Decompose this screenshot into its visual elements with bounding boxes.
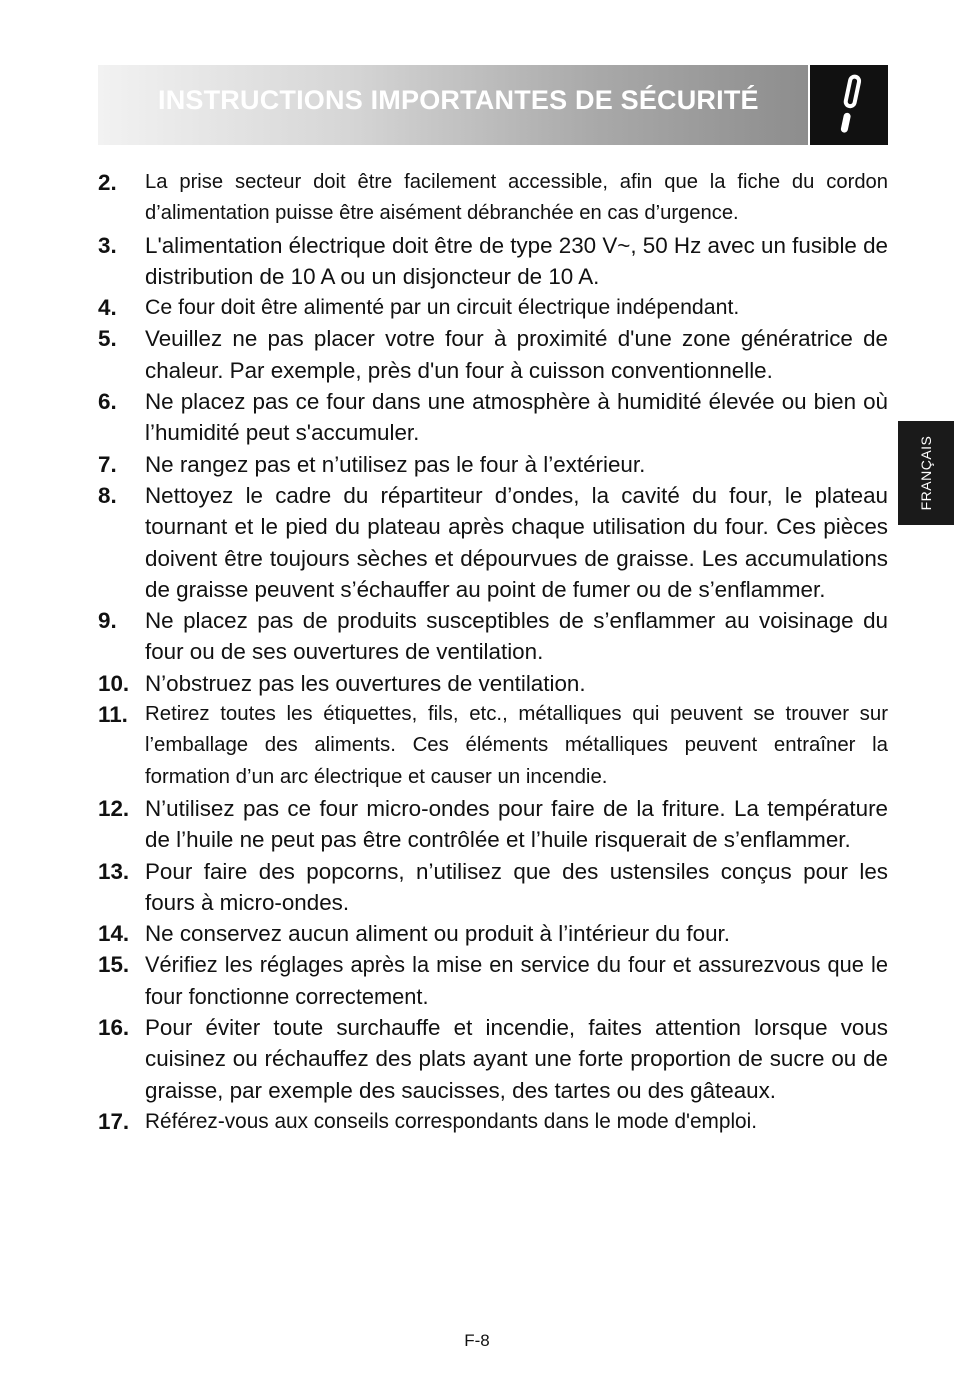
item-text: Ne placez pas de produits susceptibles de s’enflammer au voisinage du four ou de ses ouvertures de ventilation.: [145, 608, 888, 665]
list-item: [98, 793, 888, 856]
item-text: N’obstruez pas les ouvertures de ventilation.: [145, 670, 586, 696]
list-item: [98, 668, 888, 699]
item-number: 3.: [98, 232, 117, 258]
language-tab: [898, 421, 954, 525]
list-item: [98, 699, 888, 793]
language-tab-label: FRANÇAIS: [918, 435, 934, 511]
item-number: 7.: [98, 451, 117, 477]
item-number: 16.: [98, 1015, 130, 1041]
header-icon-box: [810, 65, 888, 145]
item-text: Ne placez pas ce four dans une atmosphère à humidité élevée ou bien où l’humidité peut s'accumuler.: [145, 389, 888, 446]
item-text: Ce four doit être alimenté par un circuit électrique indépendant.: [145, 295, 740, 320]
item-text: Ne rangez pas et n’utilisez pas le four à l’extérieur.: [145, 451, 646, 477]
item-number: 5.: [98, 326, 117, 352]
item-number: 17.: [98, 1108, 130, 1134]
list-item: [98, 949, 888, 1012]
header-title: INSTRUCTIONS IMPORTANTES DE SÉCURITÉ: [158, 85, 759, 115]
item-number: 13.: [98, 858, 130, 884]
item-text: La prise secteur doit être facilement accessible, afin que la fiche du cordon d’alimentation puisse être aisément débranchée en cas d’urgence.: [145, 171, 888, 225]
item-text: Retirez toutes les étiquettes, fils, etc., métalliques qui peuvent se trouver sur l’emballage des aliments. Ces éléments métalliques peuvent entraîner la formation d’un arc électrique et causer un incendie.: [145, 703, 888, 788]
item-text: L'alimentation électrique doit être de type 230 V~, 50 Hz avec un fusible de distribution de 10 A ou un disjoncteur de 10 A.: [145, 232, 889, 289]
item-text: N’utilisez pas ce four micro-ondes pour faire de la friture. La température de l’huile ne peut pas être contrôlée et l’huile risquerait de s’enflammer.: [145, 795, 888, 853]
item-number: 6.: [98, 389, 117, 415]
list-item: [98, 1106, 888, 1137]
list-item: [98, 918, 888, 949]
list-item: [98, 480, 888, 605]
item-number: 8.: [98, 482, 117, 508]
item-number: 2.: [98, 170, 117, 195]
item-number: 9.: [98, 608, 117, 634]
list-item: [98, 386, 888, 449]
item-text: Pour faire des popcorns, n’utilisez que des ustensiles conçus pour les fours à micro-ondes.: [145, 858, 888, 915]
item-number: 12.: [98, 795, 130, 821]
item-number: 10.: [98, 670, 130, 696]
item-number: 15.: [98, 952, 130, 978]
list-item: [98, 167, 888, 230]
item-text: Référez-vous aux conseils correspondants dans le mode d'emploi.: [145, 1109, 758, 1133]
item-text: Veuillez ne pas placer votre four à proximité d'une zone génératrice de chaleur. Par exemple, près d'un four à cuisson conventionnelle.: [145, 326, 888, 383]
exclamation-icon: [810, 65, 888, 145]
page-number: F-8: [464, 1331, 490, 1350]
header-bar: [98, 65, 808, 145]
page-header: [98, 65, 888, 145]
list-item: [98, 605, 888, 668]
item-number: 14.: [98, 921, 130, 947]
safety-instructions-list: [98, 167, 888, 1137]
item-number: 11.: [98, 702, 128, 728]
item-number: 4.: [98, 295, 117, 321]
item-text: Ne conservez aucun aliment ou produit à l’intérieur du four.: [145, 921, 730, 947]
item-text: Pour éviter toute surchauffe et incendie, faites attention lorsque vous cuisinez ou réchauffez des plats ayant une forte proportion de sucre ou de graisse, par exemple des saucisses, des tartes ou des gâteaux.: [145, 1015, 888, 1103]
item-text: Vérifiez les réglages après la mise en service du four et assurezvous que le four fonctionne correctement.: [145, 952, 888, 1009]
list-item: [98, 1012, 888, 1106]
list-item: [98, 230, 888, 293]
list-item: [98, 292, 888, 323]
list-item: [98, 449, 888, 480]
list-item: [98, 856, 888, 919]
item-text: Nettoyez le cadre du répartiteur d’ondes, la cavité du four, le plateau tournant et le pied du plateau après chaque utilisation du four. Ces pièces doivent être toujours sèches et dépourvues de graisse. Les accumulations de graisse peuvent s’échauffer au point de fumer ou de s’enflammer.: [145, 482, 888, 602]
list-item: [98, 323, 888, 386]
